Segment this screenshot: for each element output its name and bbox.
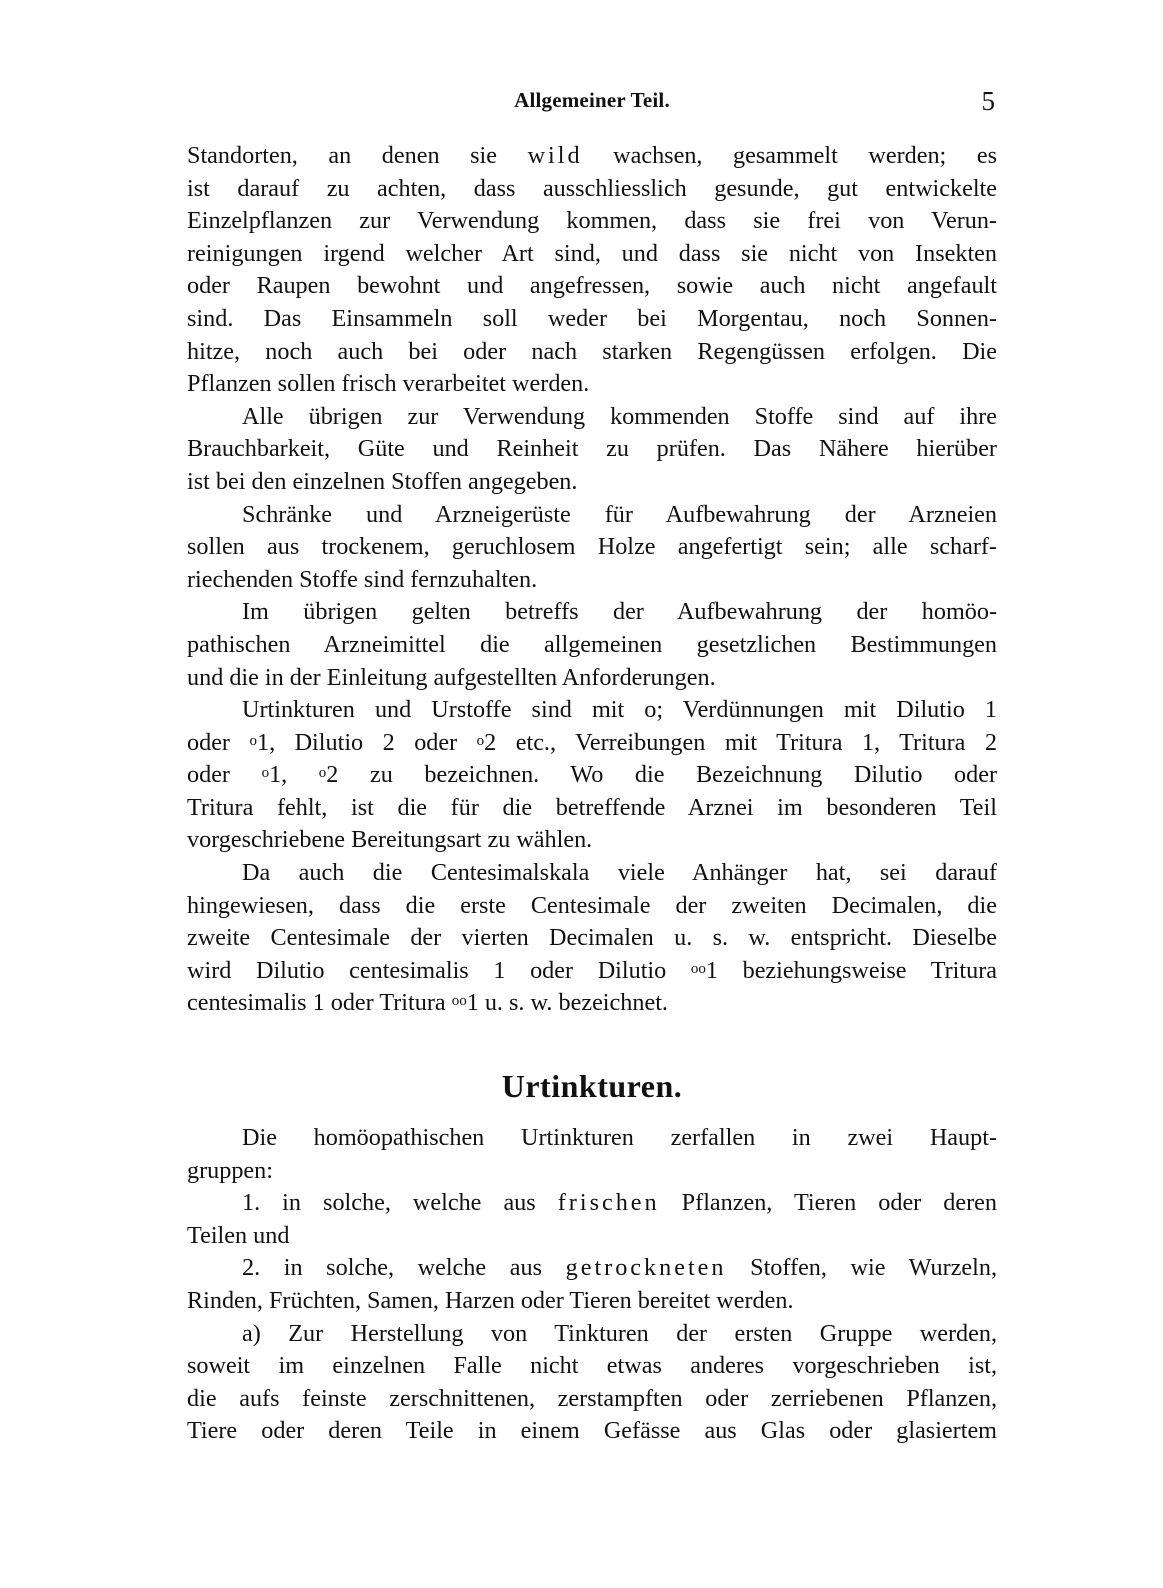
text-line: centesimalis 1 oder Tritura $^{oo}$1 u. s. w. bezeichnet. [187,989,668,1017]
text-line: Tritura fehlt, ist die für die betreffende Arznei im besonderen Teil [187,793,997,821]
superscript-mark: o [476,732,485,749]
text-line: 2. in solche, welche aus getrockneten Stoffen, wie Wurzeln, [242,1254,998,1282]
text-line: Pflanzen sollen frisch verarbeitet werden. [187,370,590,398]
text-line: oder Raupen bewohnt und angefressen, sowie auch nicht angefault [187,272,997,300]
paragraph [187,499,997,597]
page-number: 5 [981,86,995,116]
text-line: Da auch die Centesimalskala viele Anhänger hat, sei darauf [242,859,997,887]
paragraph [187,140,997,401]
emphasized-word: getrockneten [565,1254,727,1282]
text-line: zweite Centesimale der vierten Decimalen u. s. w. entspricht. Dieselbe [187,924,997,952]
paragraph [187,857,997,1020]
paragraph [187,1252,997,1317]
text-line: soweit im einzelnen Falle nicht etwas anderes vorgeschrieben ist, [187,1352,997,1380]
body-text [187,140,997,1020]
text-line: Standorten, an denen sie wild wachsen, gesammelt werden; es [187,142,997,169]
text-line: Teilen und [187,1221,290,1249]
paragraph [187,1318,997,1448]
paragraph [187,596,997,694]
text-line: Schränke und Arzneigerüste für Aufbewahrung der Arzneien [242,500,997,528]
paragraph [187,694,997,857]
text-line: Urtinkturen und Urstoffe sind mit o; Verdünnungen mit Dilutio 1 [242,696,997,724]
text-line: hitze, noch auch bei oder nach starken Regengüssen erfolgen. Die [187,337,997,365]
text-line: 1. in solche, welche aus frischen Pflanzen, Tieren oder deren [242,1189,997,1217]
superscript-mark: o [261,765,270,782]
text-line: sind. Das Einsammeln soll weder bei Morgentau, noch Sonnen- [187,304,997,332]
paragraph [187,401,997,499]
superscript-mark: o [249,732,257,749]
text-line: a) Zur Herstellung von Tinkturen der ersten Gruppe werden, [242,1319,997,1347]
text-line: pathischen Arzneimittel die allgemeinen gesetzlichen Bestimmungen [187,630,997,658]
text-line: reinigungen irgend welcher Art sind, und dass sie nicht von Insekten [187,239,997,267]
superscript-mark: oo [690,960,706,977]
superscript-mark: o [318,765,327,782]
text-line: riechenden Stoffe sind fernzuhalten. [187,565,538,593]
text-line: und die in der Einleitung aufgestellten Anforderungen. [187,663,716,691]
superscript-mark: oo [451,993,467,1010]
page-header [187,88,997,120]
text-line: vorgeschriebene Bereitungsart zu wählen. [187,826,593,854]
text-line: hingewiesen, dass die erste Centesimale der zweiten Decimalen, die [187,891,997,919]
paragraph [187,1187,997,1252]
text-line: Die homöopathischen Urtinkturen zerfallen in zwei Haupt- [242,1124,997,1151]
text-line: Im übrigen gelten betreffs der Aufbewahrung der homöo- [242,598,997,626]
paragraph [187,1122,997,1187]
text-line: Rinden, Früchten, Samen, Harzen oder Tieren bereitet werden. [187,1286,794,1314]
section-body-text [187,1122,997,1448]
running-head: Allgemeiner Teil. [514,88,670,112]
text-line: Alle übrigen zur Verwendung kommenden Stoffe sind auf ihre [242,402,997,430]
section-heading: Urtinkturen. [501,1068,683,1104]
text-line: die aufs feinste zerschnittenen, zerstampften oder zerriebenen Pflanzen, [187,1384,997,1412]
emphasized-word: frischen [557,1189,660,1217]
text-line: sollen aus trockenem, geruchlosem Holze angefertigt sein; alle scharf- [187,533,997,561]
text-line: wird Dilutio centesimalis 1 oder Dilutio $^{oo}$1 beziehungsweise Tritura [187,956,997,984]
text-line: Brauchbarkeit, Güte und Reinheit zu prüfen. Das Nähere hierüber [187,435,997,463]
text-line: ist bei den einzelnen Stoffen angegeben. [187,467,578,495]
text-line: oder $^o$1, $^o$2 zu bezeichnen. Wo die Bezeichnung Dilutio oder [187,761,997,789]
text-line: Einzelpflanzen zur Verwendung kommen, dass sie frei von Verun- [187,207,997,235]
text-line: oder $^o$1, Dilutio 2 oder $^o$2 etc., Verreibungen mit Tritura 1, Tritura 2 [187,728,997,756]
text-line: ist darauf zu achten, dass ausschliesslich gesunde, gut entwickelte [187,174,997,202]
emphasized-word: wild [527,142,583,169]
text-line: gruppen: [187,1156,273,1184]
text-line: Tiere oder deren Teile in einem Gefässe aus Glas oder glasiertem [187,1417,997,1445]
